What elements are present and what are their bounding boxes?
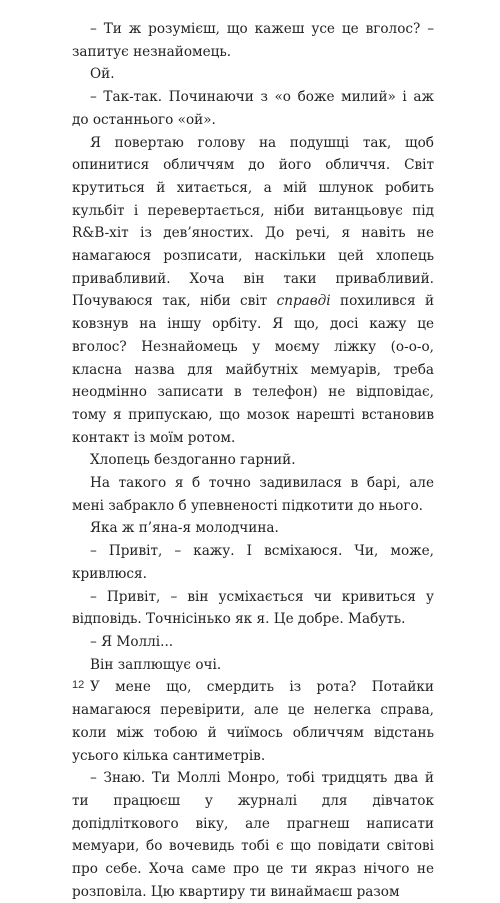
paragraph: – Привіт, – кажу. І всміхаюся. Чи, може, кривлюся.	[72, 543, 434, 582]
paragraph: – Я Моллі...	[90, 633, 174, 650]
paragraph: У мене що, смердить із рота? Потайки намагаюся перевірити, але це нелегка справа, коли між тобою й чиїмось обличчям відстань усього кілька сантиметрів.	[72, 679, 434, 764]
paragraph: – Ти ж розумієш, що кажеш усе це вголос? – запитує незнайомець.	[72, 21, 434, 60]
paragraph-text: похилився й ковзнув на іншу орбіту. Я що, досі кажу це вголос? Незнайомець у моєму ліжку (о-о-о, класна назва для майбутніх мемуарів, треба неодмінно записати в телефон) не відповідає, тому я припускаю, що мозок нарешті встановив контакт із моїм ротом.	[72, 293, 434, 446]
paragraph: – Знаю. Ти Моллі Монро, тобі тридцять два й ти працюєш у журналі для дівчаток допідліткового віку, але прагнеш написати мемуари, бо вочевидь тобі є що повідати світові про себе. Хоча саме про це ти якраз нічого не розповіла. Цю квартиру ти винаймаєш разом	[72, 770, 434, 900]
emphasis: справді	[276, 293, 331, 310]
paragraph	[72, 132, 434, 450]
paragraph: – Так-так. Починаючи з «о боже милий» і аж до останнього «ой».	[72, 89, 434, 128]
paragraph: Яка ж п’яна-я молодчина.	[90, 520, 279, 537]
paragraph: Він заплющує очі.	[90, 656, 222, 673]
body-text	[72, 18, 434, 903]
paragraph: Хлопець бездоганно гарний.	[90, 452, 296, 469]
paragraph: Ой.	[90, 66, 115, 83]
page-number: 12	[72, 679, 85, 691]
paragraph: – Привіт, – він усміхається чи кривиться у відповідь. Точнісінько як я. Це добре. Мабуть.	[72, 588, 434, 628]
paragraph: На такого я б точно задивилася в барі, але мені забракло б упевненості підкотити до нього.	[72, 475, 434, 514]
paragraph-text: Я повертаю голову на подушці так, щоб опинитися обличчям до його обличчя. Світ крутиться й хитається, а мій шлунок робить кульбіт і перевертається, ніби витанцьовує під R&B-хіт із дев’яностих. До речі, я навіть не намагаюся розписати, наскільки цей хлопець привабливий. Хоча він таки привабливий. Почуваюся так, ніби світ	[72, 134, 434, 310]
